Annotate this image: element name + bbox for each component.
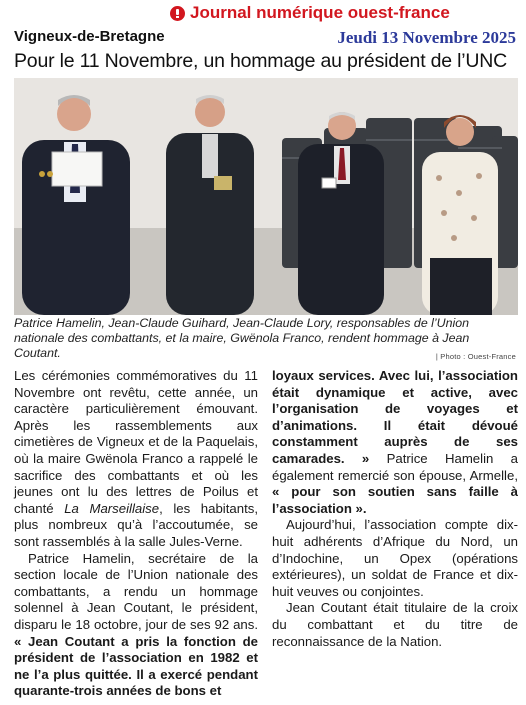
ouest-france-logo-icon [170, 6, 185, 21]
article-photo [14, 78, 518, 315]
photo-caption: Patrice Hamelin, Jean-Claude Guihard, Jean-Claude Lory, responsables de l’Union nationale des combattants, et la maire, Gwënola Franco, rendent hommage à Jean Coutant. [14, 316, 470, 360]
article-text: Patrice Hamelin a également remercié son épouse, Armelle, [272, 450, 519, 483]
article-text: Les cérémonies commémoratives du 11 Novembre ont revêtu, cette année, un caractère particulièrement émouvant. Après les rassemblements aux cimetières de Vigneux et de la Paquelais, où la maire Gwënola Franco a rappelé le sacrifice des combattants et où les jeunes ont lu des lettres de Poilus et chanté [14, 368, 258, 516]
article-headline: Pour le 11 Novembre, un hommage au président de l’UNC [14, 50, 508, 72]
article-paragraph-continued [272, 368, 518, 517]
article-text: Patrice Hamelin, secrétaire de la section locale de l’Union nationale des combattants, a rendu un hommage solennel à Jean Coutant, le président, disparu le 18 octobre, jour de ses 92 ans. [14, 550, 258, 632]
article-paragraph [14, 368, 258, 551]
article-paragraph [272, 517, 518, 600]
article-text: Jean Coutant était titulaire de la croix du combattant et du titre de reconnaissance de la Nation. [272, 600, 518, 649]
song-title: La Marseillaise [64, 500, 160, 516]
publication-date: Jeudi 13 Novembre 2025 [337, 28, 516, 47]
masthead-title: Journal numérique ouest-france [190, 3, 450, 22]
article-paragraph [14, 551, 258, 700]
quote-text: loyaux services. Avec lui, l’association était dynamique et active, avec l’organisation de voyages et d’animations. Il était dévoué constamment auprès de ses camarades. » [272, 368, 518, 466]
article-text: Aujourd’hui, l’association compte dix-huit adhérents d’Afrique du Nord, un d’Indochine, un Opex (opérations extérieures), un soldat de France et dix-huit veuves ou conjointes. [272, 517, 518, 599]
photo-scene-illustration [14, 78, 518, 315]
article-column-left [14, 368, 258, 700]
photo-credit: | Photo : Ouest-France [435, 352, 516, 361]
article-column-right [272, 368, 518, 650]
masthead [168, 4, 522, 24]
article-paragraph [272, 600, 518, 650]
locality-label: Vigneux-de-Bretagne [14, 28, 165, 45]
quote-text: « Jean Coutant a pris la fonction de président de l’association en 1982 et ne l’a plus quittée. Il a exercé pendant quarante-trois années de bons et [14, 633, 258, 699]
quote-text: « pour son soutien sans faille à l’association ». [272, 484, 518, 516]
article-text: , les habitants, plus nombreux qu’à l’accoutumée, se sont rassemblés à la salle Jules-Verne. [14, 500, 258, 549]
